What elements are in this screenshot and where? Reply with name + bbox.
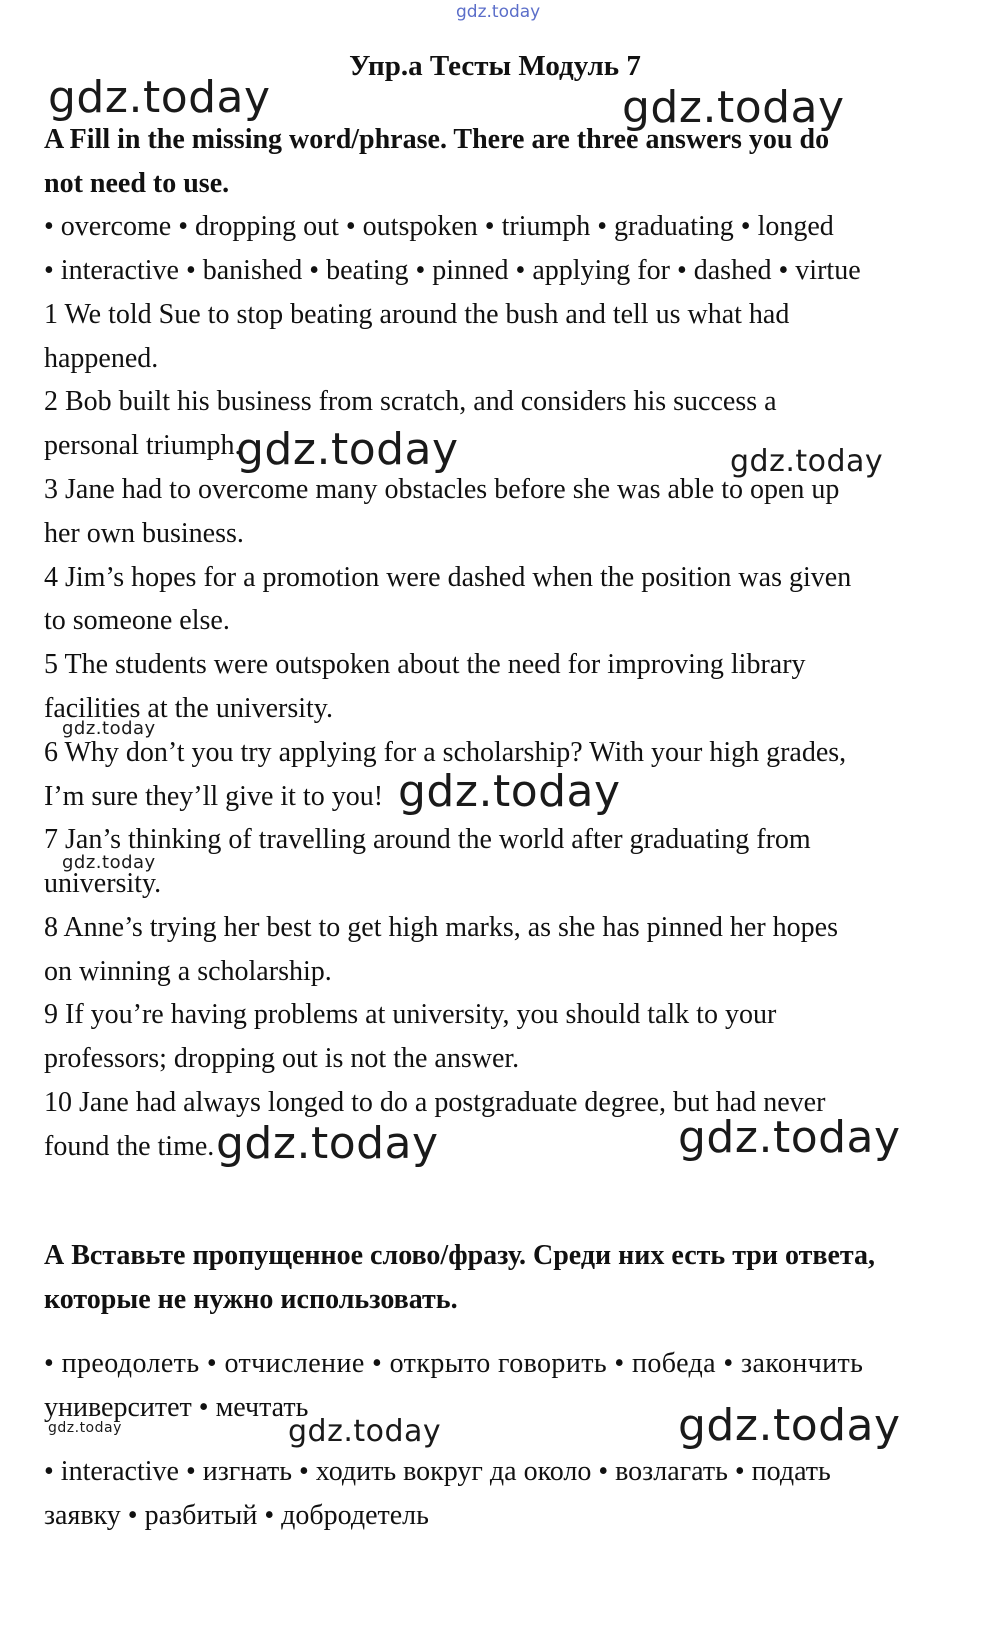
watermark: gdz.today [678,1400,901,1451]
sentence-line: 8 Anne’s trying her best to get high marks, as she has pinned her hopes [44,912,838,943]
ru-word-bank-line: университет • мечтать [44,1392,309,1423]
sentence-line: professors; dropping out is not the answer. [44,1043,520,1074]
watermark: gdz.today [678,1112,901,1163]
sentence-line: 2 Bob built his business from scratch, and considers his success a [44,386,777,417]
ru-instruction-line-1: А Вставьте пропущенное слово/фразу. Среди них есть три ответа, [44,1240,876,1271]
sentence-line: facilities at the university. [44,693,333,724]
instruction-line-2: not need to use. [44,168,230,199]
sentence-line: university. [44,868,162,899]
sentence-line: personal triumph. [44,430,242,461]
sentence-line: 5 The students were outspoken about the need for improving library [44,649,806,680]
watermark: gdz.today [236,424,459,475]
sentence-line: on winning a scholarship. [44,956,332,987]
watermark: gdz.today [48,1420,122,1436]
word-bank-line-1: • overcome • dropping out • outspoken • triumph • graduating • longed [44,211,834,242]
watermark: gdz.today [622,82,845,133]
watermark: gdz.today [288,1414,442,1449]
watermark-top: gdz.today [456,2,541,22]
sentence-line: 6 Why don’t you try applying for a scholarship? With your high grades, [44,737,847,768]
watermark: gdz.today [398,766,621,817]
sentence-line: I’m sure they’ll give it to you! [44,781,384,812]
page-title: Упр.a Тесты Модуль 7 [349,50,641,82]
sentence-line: found the time. [44,1131,215,1162]
sentence-line: her own business. [44,518,244,549]
instruction-line-1: A Fill in the missing word/phrase. There are three answers you do [44,124,830,155]
sentence-line: 10 Jane had always longed to do a postgraduate degree, but had never [44,1087,826,1118]
ru-instruction-line-2: которые не нужно использовать. [44,1284,458,1315]
sentence-line: happened. [44,343,159,374]
watermark: gdz.today [48,72,271,123]
ru-word-bank-line: • преодолеть • отчисление • открыто говорить • победа • закончить [44,1348,864,1379]
sentence-line: 9 If you’re having problems at university, you should talk to your [44,999,777,1030]
sentence-line: 4 Jim’s hopes for a promotion were dashed when the position was given [44,562,852,593]
word-bank-line-2: • interactive • banished • beating • pinned • applying for • dashed • virtue [44,255,861,286]
ru-word-bank-line: заявку • разбитый • добродетель [44,1500,429,1531]
ru-word-bank-line: • interactive • изгнать • ходить вокруг да около • возлагать • подать [44,1456,831,1487]
sentence-line: to someone else. [44,605,230,636]
watermark: gdz.today [216,1118,439,1169]
watermark: gdz.today [62,718,156,739]
watermark: gdz.today [62,852,156,873]
sentence-line: 3 Jane had to overcome many obstacles before she was able to open up [44,474,840,505]
sentence-line: 1 We told Sue to stop beating around the bush and tell us what had [44,299,790,330]
sentence-line: 7 Jan’s thinking of travelling around the world after graduating from [44,824,811,855]
watermark: gdz.today [730,444,884,479]
